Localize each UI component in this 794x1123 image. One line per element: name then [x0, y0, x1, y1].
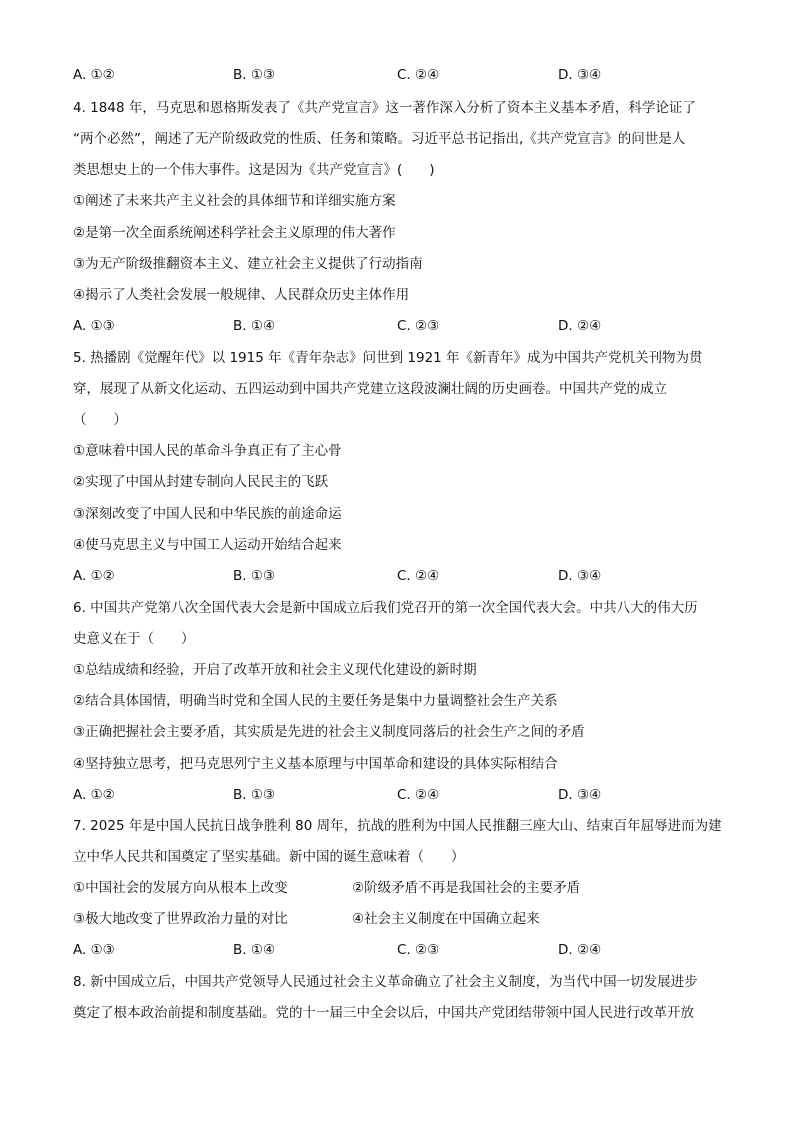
question-4-stem-line: 类思想史上的一个伟大事件。这是因为《共产党宣言》( ): [73, 162, 435, 178]
question-6-stem-line: 史意义在于（ ）: [73, 631, 195, 647]
question-4-item: ③为无产阶级推翻资本主义、建立社会主义提供了行动指南: [73, 256, 423, 272]
option-b: B. ①③: [233, 67, 276, 83]
option-a: A. ①②: [73, 787, 115, 803]
option-a: A. ①②: [73, 568, 115, 584]
question-7-stem-line: 7. 2025 年是中国人民抗日战争胜利 80 周年，抗战的胜利为中国人民推翻三座大山、结束百年屈辱进而为建: [73, 818, 722, 834]
question-4-item: ②是第一次全面系统阐述科学社会主义原理的伟大著作: [73, 225, 396, 241]
question-4-stem-line: “两个必然”，阐述了无产阶级政党的性质、任务和策略。习近平总书记指出,《共产党宣言》的问世是人: [73, 131, 686, 147]
option-c: C. ②④: [397, 67, 440, 83]
option-a: A. ①③: [73, 942, 115, 958]
question-4-item: ①阐述了未来共产主义社会的具体细节和详细实施方案: [73, 193, 396, 209]
option-b: B. ①③: [233, 787, 276, 803]
option-d: D. ③④: [558, 568, 602, 584]
option-d: D. ②④: [558, 318, 602, 334]
question-5-item: ④使马克思主义与中国工人运动开始结合起来: [73, 537, 342, 553]
question-7-stem-line: 立中华人民共和国奠定了坚实基础。新中国的诞生意味着（ ）: [73, 849, 465, 865]
option-c: C. ②③: [397, 942, 440, 958]
question-5-item: ②实现了中国从封建专制向人民民主的飞跃: [73, 474, 329, 490]
option-d: D. ③④: [558, 67, 602, 83]
question-4-stem-line: 4. 1848 年，马克思和恩格斯发表了《共产党宣言》这一著作深入分析了资本主义基本矛盾，科学论证了: [73, 100, 696, 116]
question-6-item: ④坚持独立思考，把马克思列宁主义基本原理与中国革命和建设的具体实际相结合: [73, 756, 558, 772]
question-5-stem-line: 5. 热播剧《觉醒年代》以 1915 年《青年杂志》问世到 1921 年《新青年》成为中国共产党机关刊物为贯: [73, 350, 703, 366]
question-6-item: ②结合具体国情，明确当时党和全国人民的主要任务是集中力量调整社会生产关系: [73, 693, 558, 709]
question-5-stem-line: 穿，展现了从新文化运动、五四运动到中国共产党建立这段波澜壮阔的历史画卷。中国共产党的成立: [73, 381, 667, 397]
option-c: C. ②④: [397, 787, 440, 803]
question-6-item: ③正确把握社会主要矛盾，其实质是先进的社会主义制度同落后的社会生产之间的矛盾: [73, 724, 585, 740]
option-c: C. ②③: [397, 318, 440, 334]
option-c: C. ②④: [397, 568, 440, 584]
option-d: D. ③④: [558, 787, 602, 803]
question-5-item: ①意味着中国人民的革命斗争真正有了主心骨: [73, 443, 342, 459]
option-a: A. ①③: [73, 318, 115, 334]
option-b: B. ①④: [233, 318, 276, 334]
option-a: A. ①②: [73, 67, 115, 83]
question-5-item: ③深刻改变了中国人民和中华民族的前途命运: [73, 506, 342, 522]
question-7-item: ②阶级矛盾不再是我国社会的主要矛盾: [352, 880, 581, 896]
option-b: B. ①③: [233, 568, 276, 584]
question-7-item: ④社会主义制度在中国确立起来: [352, 911, 540, 927]
question-7-item: ③极大地改变了世界政治力量的对比: [73, 911, 288, 927]
question-7-item: ①中国社会的发展方向从根本上改变: [73, 880, 288, 896]
question-8-stem-line: 8. 新中国成立后，中国共产党领导人民通过社会主义革命确立了社会主义制度，为当代中国一切发展进步: [73, 974, 698, 990]
question-5-stem-line: （ ）: [73, 412, 127, 428]
option-b: B. ①④: [233, 942, 276, 958]
question-6-stem-line: 6. 中国共产党第八次全国代表大会是新中国成立后我们党召开的第一次全国代表大会。中共八大的伟大历: [73, 600, 698, 616]
question-4-item: ④揭示了人类社会发展一般规律、人民群众历史主体作用: [73, 287, 410, 303]
question-8-stem-line: 奠定了根本政治前提和制度基础。党的十一届三中全会以后，中国共产党团结带领中国人民进行改革开放: [73, 1005, 694, 1021]
option-d: D. ②④: [558, 942, 602, 958]
question-6-item: ①总结成绩和经验，开启了改革开放和社会主义现代化建设的新时期: [73, 662, 477, 678]
